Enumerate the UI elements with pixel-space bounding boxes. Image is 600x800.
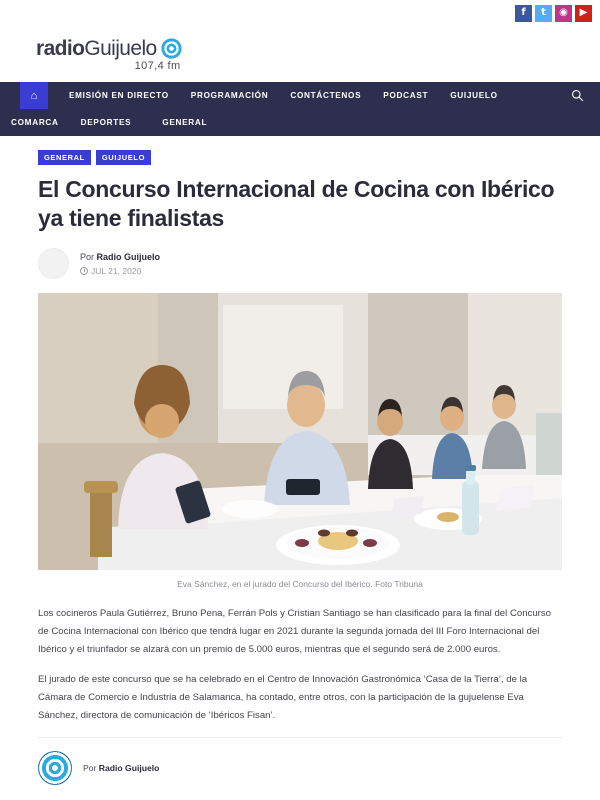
nav-row: [0, 82, 600, 136]
nav-item-general[interactable]: GENERAL: [162, 118, 208, 127]
site-logo[interactable]: [36, 37, 183, 72]
logo-frequency: 107,4 fm: [134, 59, 181, 72]
page-title: El Concurso Internacional de Cocina con Ibérico ya tiene finalistas: [38, 176, 555, 231]
byline: [38, 248, 562, 279]
logo-swirl-icon: [160, 37, 183, 60]
home-icon: ⌂: [30, 89, 38, 102]
logo-line: [36, 37, 183, 61]
author-logo-icon: [38, 751, 72, 785]
category-badge-general[interactable]: GENERAL: [38, 150, 91, 165]
nav-item-comarca[interactable]: COMARCA: [11, 118, 59, 127]
article-hero-image: [38, 293, 562, 570]
image-caption: Eva Sánchez, en el jurado del Concurso del Ibérico. Foto Tribuna: [177, 579, 423, 590]
nav-home-button[interactable]: [20, 82, 48, 109]
avatar: [38, 248, 69, 279]
nav-item-contactenos[interactable]: CONTÁCTENOS: [290, 91, 362, 100]
article-paragraph-1: Los cocineros Paula Gutiérrez, Bruno Pena, Ferrán Pols y Cristian Santiago se han clasificado para la final del Concurso de Cocina Internacional con Ibérico que tendrá lugar en 2021 durante la segunda jornada del III Foro Internacional del Ibérico y el triunfador se alzará con un premio de 5.000 euros, mientras que el segundo será de 2.000 euros.: [38, 608, 552, 655]
nav-item-emision[interactable]: EMISIÓN EN DIRECTO: [69, 91, 169, 100]
publish-date-text: JUL 21, 2020: [91, 265, 142, 276]
clock-icon: [80, 267, 88, 275]
nav-item-programacion[interactable]: PROGRAMACIÓN: [190, 91, 269, 100]
category-badges: [38, 150, 562, 165]
publish-date: [80, 266, 160, 276]
article-paragraph-2: El jurado de este concurso que se ha celebrado en el Centro de Innovación Gastronómica ‘Casa de la Tierra’, de la Cámara de Comercio e Industria de Salamanca, ha contado, entre otros, con la participación de la gujuelense Eva Sánchez, directora de comunicación de ‘Ibéricos Fisan’.: [38, 674, 528, 721]
nav-item-guijuelo[interactable]: GUIJUELO: [450, 91, 498, 100]
twitter-icon[interactable]: t: [535, 5, 552, 22]
nav-item-podcast[interactable]: PODCAST: [383, 91, 429, 100]
search-icon[interactable]: [571, 89, 584, 102]
main-navigation: [0, 82, 600, 136]
author-name: Por Radio Guijuelo: [83, 763, 160, 774]
social-bar: [0, 0, 600, 26]
category-badge-guijuelo[interactable]: GUIJUELO: [96, 150, 151, 165]
hero-illustration: [38, 293, 562, 570]
logo-text: radioGuijuelo: [36, 36, 157, 60]
site-header: [0, 26, 600, 82]
byline-author: Por Radio Guijuelo: [80, 251, 161, 262]
nav-item-deportes[interactable]: DEPORTES: [80, 118, 132, 127]
facebook-icon[interactable]: f: [515, 5, 532, 22]
author-box: [38, 737, 562, 785]
byline-text: [80, 252, 160, 276]
instagram-icon[interactable]: ◉: [555, 5, 572, 22]
youtube-icon[interactable]: ▶: [575, 5, 592, 22]
article-header: [0, 136, 600, 589]
article-body: [0, 589, 600, 724]
